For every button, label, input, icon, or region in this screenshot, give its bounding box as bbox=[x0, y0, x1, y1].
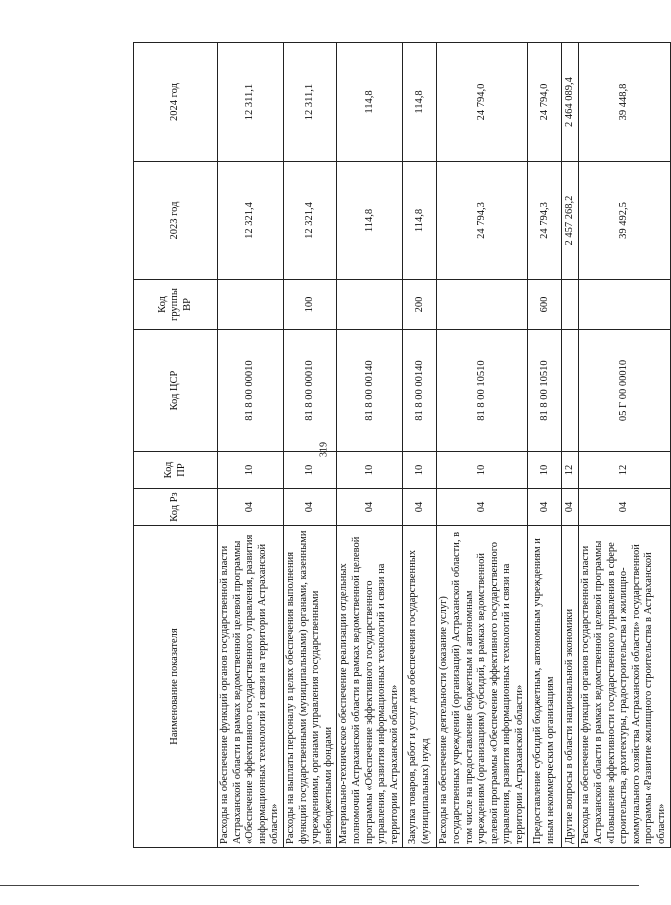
row-rz: 04 bbox=[579, 489, 670, 526]
col-header-2024: 2024 год bbox=[134, 43, 218, 162]
row-2023: 114,8 bbox=[403, 162, 437, 280]
row-2024: 114,8 bbox=[403, 43, 437, 162]
row-rz: 04 bbox=[437, 489, 528, 526]
col-header-vr: Код группы ВР bbox=[134, 280, 218, 330]
row-vr bbox=[437, 280, 528, 330]
col-header-pr: Код ПР bbox=[134, 452, 218, 489]
row-csr bbox=[562, 330, 579, 452]
row-rz: 04 bbox=[337, 489, 403, 526]
row-rz: 04 bbox=[218, 489, 284, 526]
row-2024: 39 448,8 bbox=[579, 43, 670, 162]
row-vr: 200 bbox=[403, 280, 437, 330]
row-pr: 10 bbox=[337, 452, 403, 489]
col-header-csr: Код ЦСР bbox=[134, 330, 218, 452]
row-vr bbox=[337, 280, 403, 330]
row-2023: 24 794,3 bbox=[437, 162, 528, 280]
row-2023: 114,8 bbox=[337, 162, 403, 280]
row-2024: 12 311,1 bbox=[283, 43, 336, 162]
row-2024: 2 464 089,4 bbox=[562, 43, 579, 162]
row-rz: 04 bbox=[528, 489, 562, 526]
table-row bbox=[218, 43, 284, 848]
row-csr: 81 8 00 00010 bbox=[283, 330, 336, 452]
row-pr: 10 bbox=[283, 452, 336, 489]
row-2024: 114,8 bbox=[337, 43, 403, 162]
row-name: Материально-техническое обеспечение реализации отдельных полномочий Астраханской области в рамках ведомственной целевой программы «Обеспечение эффективного государственного управления, развития информационных технологий и связи на территории Астраханской области» bbox=[337, 526, 403, 848]
row-2023: 12 321,4 bbox=[218, 162, 284, 280]
row-2023: 2 457 268,2 bbox=[562, 162, 579, 280]
row-name: Закупка товаров, работ и услуг для обеспечения государственных (муниципальных) нужд bbox=[403, 526, 437, 848]
row-pr: 10 bbox=[437, 452, 528, 489]
budget-table-rotated bbox=[133, 43, 668, 848]
row-vr: 600 bbox=[528, 280, 562, 330]
row-vr bbox=[562, 280, 579, 330]
page-bottom-rule bbox=[0, 885, 639, 886]
col-header-rz: Код Рз bbox=[134, 489, 218, 526]
table-row bbox=[437, 43, 528, 848]
col-header-2023: 2023 год bbox=[134, 162, 218, 280]
row-name: Расходы на выплаты персоналу в целях обеспечения выполнения функций государственными (муниципальными) органами, казенными учреждениями, органами управления государственными внебюджетными фондами bbox=[283, 526, 336, 848]
row-pr: 12 bbox=[579, 452, 670, 489]
table-row bbox=[528, 43, 562, 848]
row-vr bbox=[218, 280, 284, 330]
row-name: Предоставление субсидий бюджетным, автономным учреждениям и иным некоммерческим организациям bbox=[528, 526, 562, 848]
row-2024: 12 311,1 bbox=[218, 43, 284, 162]
row-pr: 10 bbox=[528, 452, 562, 489]
col-header-name: Наименование показателя bbox=[134, 526, 218, 848]
budget-table bbox=[133, 42, 671, 848]
row-2023: 12 321,4 bbox=[283, 162, 336, 280]
table-row bbox=[562, 43, 579, 848]
row-csr: 05 Г 00 00010 bbox=[579, 330, 670, 452]
row-name: Расходы на обеспечение деятельности (оказание услуг) государственных учреждений (организаций) Астраханской области, в том числе на предоставление бюджетным и автономным учреждениям (организациям) субсидий, в рамках ведомственной целевой программы «Обеспечение эффективного государственного управления, развития информационных технологий и связи на территории Астраханской области» bbox=[437, 526, 528, 848]
row-vr bbox=[579, 280, 670, 330]
row-pr: 12 bbox=[562, 452, 579, 489]
row-pr: 10 bbox=[403, 452, 437, 489]
table-row bbox=[283, 43, 336, 848]
table-row bbox=[403, 43, 437, 848]
row-2024: 24 794,0 bbox=[528, 43, 562, 162]
row-csr: 81 8 00 00010 bbox=[218, 330, 284, 452]
row-csr: 81 8 00 10510 bbox=[528, 330, 562, 452]
row-2023: 24 794,3 bbox=[528, 162, 562, 280]
row-name: Другие вопросы в области национальной экономики bbox=[562, 526, 579, 848]
row-rz: 04 bbox=[403, 489, 437, 526]
row-csr: 81 8 00 00140 bbox=[403, 330, 437, 452]
table-row bbox=[337, 43, 403, 848]
row-2023: 39 492,5 bbox=[579, 162, 670, 280]
header-row bbox=[134, 43, 218, 848]
row-csr: 81 8 00 00140 bbox=[337, 330, 403, 452]
row-2024: 24 794,0 bbox=[437, 43, 528, 162]
table-row bbox=[579, 43, 670, 848]
row-vr: 100 bbox=[283, 280, 336, 330]
page-number: 319 bbox=[318, 442, 330, 457]
row-name: Расходы на обеспечение функций органов государственной власти Астраханской области в рамках ведомственной целевой программы «Повышение эффективности государственного управления в сфере строительства, архитектуры, градостроительства и жилищно-коммунального хозяйства Астраханской области» государственной программы «Развитие жилищного строительства в Астраханской области» bbox=[579, 526, 670, 848]
row-rz: 04 bbox=[562, 489, 579, 526]
row-rz: 04 bbox=[283, 489, 336, 526]
row-csr: 81 8 00 10510 bbox=[437, 330, 528, 452]
row-pr: 10 bbox=[218, 452, 284, 489]
row-name: Расходы на обеспечение функций органов государственной власти Астраханской области в рамках ведомственной целевой программы «Обеспечение эффективного государственного управления, развития информационных технологий и связи на территории Астраханской области» bbox=[218, 526, 284, 848]
